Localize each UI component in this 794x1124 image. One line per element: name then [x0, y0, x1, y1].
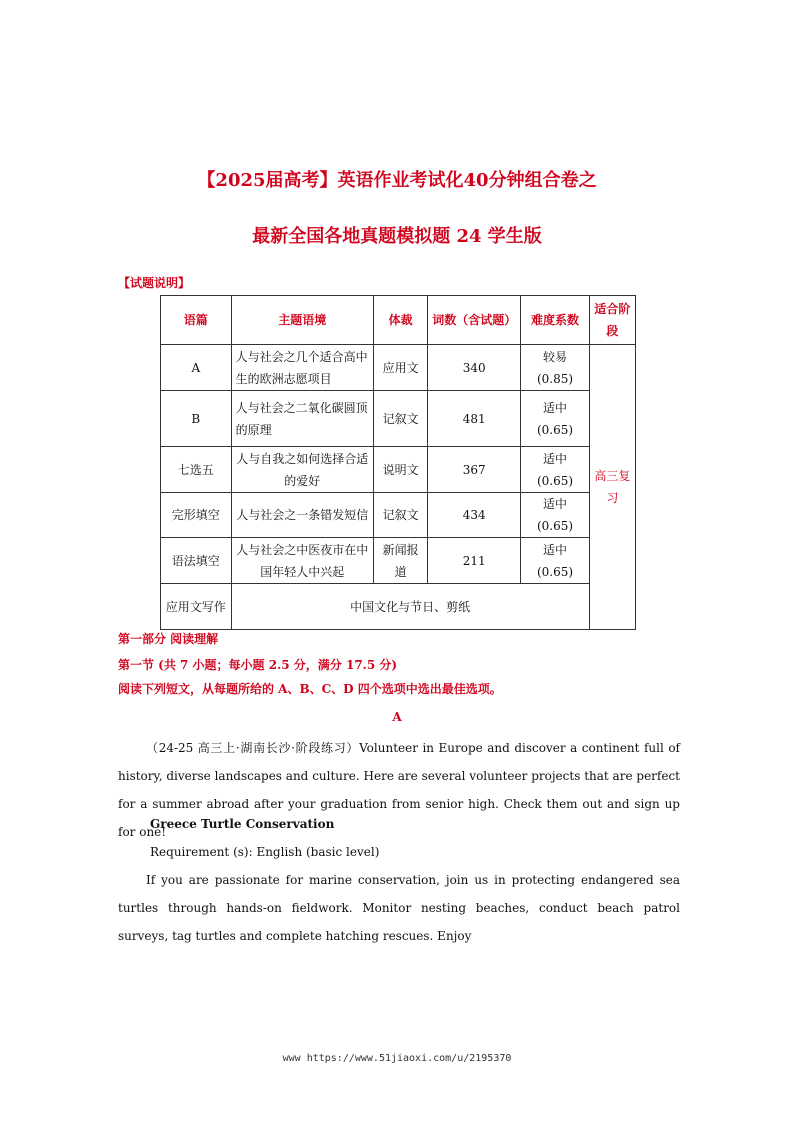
cell-difficulty: 适中(0.65): [521, 391, 589, 447]
cell-difficulty: 适中(0.65): [521, 493, 589, 538]
table-row: [161, 391, 636, 447]
cell-theme: 人与社会之几个适合高中生的欧洲志愿项目: [231, 345, 374, 391]
header-word-count: 词数（含试题）: [428, 296, 521, 345]
header-difficulty: 难度系数: [521, 296, 589, 345]
section-one-heading: 第一节 (共 7 小题；每小题 2.5 分，满分 17.5 分): [118, 658, 398, 672]
header-stage: 适合阶段: [589, 296, 635, 345]
cell-genre: 应用文: [374, 345, 428, 391]
project-requirement: Requirement (s): English (basic level): [150, 845, 380, 859]
header-theme: 主题语境: [231, 296, 374, 345]
cell-passage: A: [161, 345, 232, 391]
document-title-line-1: 【2025届高考】英语作业考试化40分钟组合卷之: [197, 170, 597, 191]
cell-theme: 人与社会之一条错发短信: [231, 493, 374, 538]
cell-passage: 语法填空: [161, 538, 232, 584]
table-row: [161, 538, 636, 584]
cell-word-count: 367: [428, 447, 521, 493]
test-info-table: [160, 295, 636, 630]
project-body: If you are passionate for marine conservation, join us in protecting endangered sea turtles through hands-on fieldwork. Monitor nesting beaches, conduct beach patrol surveys, tag turtles and complete hatching rescues. Enjoy: [118, 873, 680, 943]
footer-url: www https://www.51jiaoxi.com/u/2195370: [282, 1053, 512, 1064]
cell-theme: 人与社会之二氧化碳圆顶的原理: [231, 391, 374, 447]
passage-letter: A: [392, 710, 402, 724]
cell-passage: 完形填空: [161, 493, 232, 538]
table-row: [161, 345, 636, 391]
project-title: Greece Turtle Conservation: [150, 817, 335, 831]
table-row: [161, 493, 636, 538]
cell-passage: B: [161, 391, 232, 447]
cell-theme: 人与社会之中医夜市在中国年轻人中兴起: [231, 538, 374, 584]
test-description-label: 【试题说明】: [118, 276, 191, 290]
cell-stage: 高三复习: [589, 345, 635, 630]
cell-genre: 新闻报道: [374, 538, 428, 584]
cell-genre: 记叙文: [374, 391, 428, 447]
cell-difficulty: 较易(0.85): [521, 345, 589, 391]
part-one-heading: 第一部分 阅读理解: [118, 632, 219, 646]
cell-difficulty: 适中(0.65): [521, 447, 589, 493]
cell-genre: 记叙文: [374, 493, 428, 538]
cell-writing-label: 应用文写作: [161, 584, 232, 630]
cell-theme: 人与自我之如何选择合适的爱好: [231, 447, 374, 493]
cell-word-count: 340: [428, 345, 521, 391]
cell-word-count: 434: [428, 493, 521, 538]
header-passage: 语篇: [161, 296, 232, 345]
cell-word-count: 211: [428, 538, 521, 584]
passage-intro: （24-25 高三上·湖南长沙·阶段练习）Volunteer in Europe and discover a continent full of history, diverse landscapes and culture. Here are several volunteer projects that are perfect for a summer abroad after your graduation from senior high. Check them out and sign up for one!: [118, 741, 680, 839]
table-row: [161, 447, 636, 493]
cell-passage: 七选五: [161, 447, 232, 493]
table-header-row: [161, 296, 636, 345]
cell-genre: 说明文: [374, 447, 428, 493]
reading-instruction: 阅读下列短文，从每题所给的 A、B、C、D 四个选项中选出最佳选项。: [118, 682, 502, 696]
cell-writing-theme: 中国文化与节日、剪纸: [231, 584, 589, 630]
cell-word-count: 481: [428, 391, 521, 447]
document-title-line-2: 最新全国各地真题模拟题 24 学生版: [252, 226, 542, 247]
header-genre: 体裁: [374, 296, 428, 345]
table-row: [161, 584, 636, 630]
cell-difficulty: 适中(0.65): [521, 538, 589, 584]
